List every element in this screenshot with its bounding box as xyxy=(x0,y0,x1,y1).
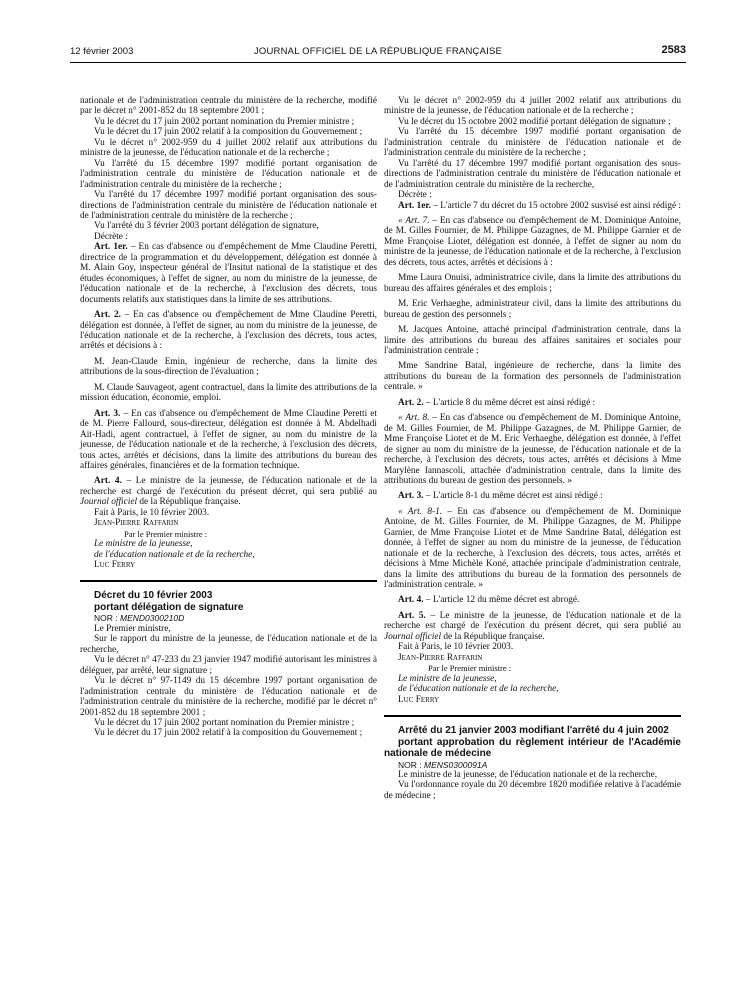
paragraph: Vu l'arrêté du 15 décembre 1997 modifié portant organisation de l'administration centrale du ministère de l'éducation nationale et de l'administration centrale du ministère de la recherche ; xyxy=(384,127,681,159)
nor-reference xyxy=(80,613,377,623)
article-text: – Le ministre de la jeunesse, de l'éducation nationale et de la recherche est chargé de l'exécution du présent décret, qui sera publié au xyxy=(80,476,377,497)
signatory: Jean-Pierre Raffarin xyxy=(94,518,179,529)
decrete-heading: Décrète : xyxy=(94,231,128,242)
minister-line: Le ministre de la jeunesse, xyxy=(94,539,193,550)
quoted-article xyxy=(384,507,681,591)
list-item: M. Jacques Antoine, attaché principal d'administration centrale, dans la limite des attributions du bureau des affaires sanitaires et sociales pour l'administration centrale ; xyxy=(384,325,681,356)
article-text: de la République française. xyxy=(137,497,241,508)
paragraph: Vu l'arrêté du 17 décembre 1997 modifié portant organisation des sous-directions de l'administration centrale du ministère de l'éducation nationale et de l'administration centrale du ministère de la recherche, xyxy=(384,158,681,190)
fait-a-paris: Fait à Paris, le 10 février 2003. xyxy=(398,642,514,653)
article-text: de la République française. xyxy=(441,631,545,642)
section-separator xyxy=(384,715,681,717)
quoted-article-label: « Art. 7. xyxy=(398,215,430,226)
article-3 xyxy=(80,409,377,472)
list-item: Mme Sandrine Batal, ingénieure de recherche, dans la limite des attributions du bureau de la formation des personnels de l'administration centrale. » xyxy=(384,361,681,393)
list-item: M. Eric Verhaeghe, administrateur civil, dans la limite des attributions du bureau de gestion des personnels ; xyxy=(384,299,681,320)
article-1 xyxy=(384,201,681,211)
article-4 xyxy=(384,595,681,605)
journal-officiel: Journal officiel xyxy=(80,497,138,508)
list-item: Mme Laura Onuisi, administratrice civile, dans la limite des attributions du bureau des affaires générales et des emplois ; xyxy=(384,273,681,294)
article-label: Art. 5. xyxy=(398,610,426,621)
article-label: Art. 1er. xyxy=(398,200,431,211)
paragraph: Vu le décret du 17 juin 2002 relatif à la composition du Gouvernement ; xyxy=(94,127,363,138)
article-label: Art. 3. xyxy=(94,408,121,419)
article-text: – L'article 12 du même décret est abrogé. xyxy=(423,595,580,606)
article-text: – L'article 7 du décret du 15 octobre 2002 susvisé est ainsi rédigé : xyxy=(430,200,682,211)
quoted-article-label: « Art. 8-1. xyxy=(398,506,443,517)
article-text: – L'article 8 du même décret est ainsi rédigé : xyxy=(423,397,596,408)
paragraph: Vu l'arrêté du 3 février 2003 portant délégation de signature, xyxy=(94,221,319,232)
minister-signatory: Luc Ferry xyxy=(398,694,440,705)
article-label: Art. 2. xyxy=(94,310,121,321)
paragraph: Vu le décret n° 47-233 du 23 janvier 1947 modifié autorisant les ministres à déléguer, par arrêté, leur signature ; xyxy=(80,655,377,676)
header-page-number: 2583 xyxy=(661,44,686,56)
article-3 xyxy=(384,491,681,501)
article-text: – L'article 8-1 du même décret est ainsi rédigé : xyxy=(423,491,603,502)
quoted-article xyxy=(384,216,681,268)
article-label: Art. 4. xyxy=(398,595,424,606)
article-5 xyxy=(384,611,681,642)
nor-code: MENS0300091A xyxy=(423,759,488,770)
minister-line: Le ministre de la jeunesse, xyxy=(398,673,497,684)
article-text: – En cas d'absence ou d'empêchement de M. Dominique Antoine, de M. Gilles Fournier, de M. Philippe Gazagnes, de M. Philippe Garnier et de Mme Françoise Liotet, délégation est donnée, à l'effet de signer au nom du ministre de la jeunesse, de l'éducation nationale et de la recherche, à l'exclusion des décrets, tous actes, arrêtés et décisions à : xyxy=(384,215,681,268)
article-text: – Le ministre de la jeunesse, de l'éducation nationale et de la recherche est chargé de l'exécution du présent décret, qui sera publié au xyxy=(384,610,681,632)
paragraph: Vu le décret du 17 juin 2002 portant nomination du Premier ministre ; xyxy=(94,116,355,127)
decree-title: Décret du 10 février 2003 xyxy=(94,590,213,602)
decrete-heading: Décrète : xyxy=(398,190,432,201)
article-2 xyxy=(80,310,377,352)
paragraph: nationale et de l'administration centrale du ministère de la recherche, modifié par le décret n° 2001-852 du 18 septembre 2001 ; xyxy=(80,96,377,117)
minister-line: de l'éducation nationale et de la recherche, xyxy=(398,684,559,695)
arrete-title: Arrêté du 21 janvier 2003 modifiant l'arrêté du 4 juin 2002 xyxy=(398,725,669,737)
article-text: – En cas d'absence ou d'empêchement de Mme Claudine Peretti et de M. Pierre Fallourd, sous-directeur, délégation est donnée à M. Abdelhadi Ait-Hadi, agent contractuel, à l'effet de signer, au nom du ministre de la jeunesse, de l'éducation nationale et de la recherche, à l'exclusion des décrets, tous actes, arrêtés et décisions, dans la limite des attributions du bureau des affaires générales, financières et de la formation technique. xyxy=(80,408,378,471)
premier-ministre-line: Par le Premier ministre : xyxy=(428,663,512,674)
premier-ministre-line: Par le Premier ministre : xyxy=(124,528,208,539)
article-text: – En cas d'absence ou d'empêchement de Mme Claudine Peretti, directrice de la programmation et du développement, délégation est donnée à M. Alain Goy, inspecteur général de l'Insitut national de la statistique et des études économiques, à l'effet de signer, au nom du ministre de la jeunesse, de l'éducation nationale et de la recherche, à l'exclusion des décrets, tous documents relatifs aux statistiques dans la limite de ses attributions. xyxy=(80,242,377,305)
nor-label: NOR : xyxy=(94,613,120,624)
signatory: Jean-Pierre Raffarin xyxy=(398,652,483,663)
article-text: – En cas d'absence ou d'empêchement de Mme Claudine Peretti, délégation est donnée, à l'effet de signer, au nom du ministre de la jeunesse, de l'éducation nationale et de la recherche, à l'exclusion des décrets, tous actes, arrêtés et décisions à : xyxy=(80,310,377,352)
decree-subtitle: portant délégation de signature xyxy=(94,601,244,613)
paragraph: Vu le décret n° 97-1149 du 15 décembre 1997 portant organisation de l'administration centrale du ministère de l'éducation nationale et de l'administration centrale du ministère de la recherche, modifié par le décret n° 2001-852 du 18 septembre 2001 ; xyxy=(80,676,377,718)
article-text: – En cas d'absence ou d'empêchement de M. Dominique Antoine, de M. Gilles Fournier, de M. Philippe Gazagnes, de M. Philippe Garnier, de Mme Françoise Liotet et de M. Eric Verhaeghe, délégation est donnée, à l'effet de signer au nom du ministre de la jeunesse, de l'éducation nationale et de la recherche, à l'exclusion des décrets, tous actes, arrêtés et décisions à Mme Marylène Iannascoli, attachée d'administration centrale, dans la limite des attributions du bureau de gestion des personnels. » xyxy=(384,413,681,486)
paragraph: Le Premier ministre, xyxy=(94,623,171,634)
nor-reference xyxy=(384,760,681,770)
paragraph: Sur le rapport du ministre de la jeunesse, de l'éducation nationale et de la recherche, xyxy=(80,634,377,655)
right-column xyxy=(384,96,681,801)
header-journal-title: JOURNAL OFFICIEL DE LA RÉPUBLIQUE FRANÇAISE xyxy=(253,46,503,57)
header-date: 12 février 2003 xyxy=(70,46,134,57)
fait-a-paris: Fait à Paris, le 10 février 2003. xyxy=(94,507,210,518)
journal-officiel: Journal officiel xyxy=(384,631,442,642)
paragraph: Vu l'arrêté du 17 décembre 1997 modifié portant organisation des sous-directions de l'administration centrale du ministère de l'éducation nationale et de l'administration centrale du ministère de la recherche ; xyxy=(80,190,377,221)
paragraph: Vu le décret du 17 juin 2002 portant nomination du Premier ministre ; xyxy=(94,718,355,729)
list-item: M. Jean-Claude Emin, ingénieur de recherche, dans la limite des attributions de la sous-direction de l'évaluation ; xyxy=(80,356,377,378)
paragraph: Le ministre de la jeunesse, de l'éducation nationale et de la recherche, xyxy=(398,769,658,780)
paragraph: Vu le décret du 15 octobre 2002 modifié portant délégation de signature ; xyxy=(398,116,671,127)
quoted-article xyxy=(384,413,681,486)
quoted-article-label: « Art. 8. xyxy=(398,413,430,424)
article-label: Art. 1er. xyxy=(94,242,128,253)
page-header xyxy=(70,42,686,58)
article-4 xyxy=(80,476,377,507)
paragraph: Vu le décret n° 2002-959 du 4 juillet 2002 relatif aux attributions du ministre de la jeunesse, de l'éducation nationale et de la recherche ; xyxy=(384,96,681,117)
paragraph: Vu l'ordonnance royale du 20 décembre 1820 modifiée relative à l'académie de médecine ; xyxy=(384,780,681,801)
paragraph: Vu le décret du 17 juin 2002 relatif à la composition du Gouvernement ; xyxy=(94,728,363,739)
left-column xyxy=(80,96,377,739)
article-1 xyxy=(80,242,377,305)
minister-line: de l'éducation nationale et de la recherche, xyxy=(94,549,255,560)
section-separator xyxy=(80,580,377,582)
article-label: Art. 3. xyxy=(398,491,424,502)
paragraph: Vu l'arrêté du 15 décembre 1997 modifié portant organisation de l'administration centrale du ministère de l'éducation nationale et de l'administration centrale du ministère de la recherche ; xyxy=(80,158,377,190)
arrete-subtitle: portant approbation du règlement intérieur de l'Académie nationale de médecine xyxy=(384,736,681,760)
nor-label: NOR : xyxy=(398,759,424,770)
article-label: Art. 4. xyxy=(94,476,122,487)
minister-signatory: Luc Ferry xyxy=(94,560,136,571)
article-label: Art. 2. xyxy=(398,397,424,408)
article-2 xyxy=(384,398,681,408)
list-item: M. Claude Sauvageot, agent contractuel, dans la limite des attributions de la mission éducation, économie, emploi. xyxy=(80,382,377,404)
paragraph: Vu le décret n° 2002-959 du 4 juillet 2002 relatif aux attributions du ministre de la jeunesse, de l'éducation nationale et de la recherche ; xyxy=(80,137,377,159)
nor-code: MEND0300210D xyxy=(119,613,185,624)
header-rule xyxy=(70,62,686,63)
article-text: – En cas d'absence ou d'empêchement de M. Dominique Antoine, de M. Gilles Fournier, de M. Philippe Gazagnes, de M. Philippe Garnier, de Mme Françoise Liotet et de Mme Sandrine Batal, délégation est donnée, à l'effet de signer au nom du ministre de la jeunesse, de l'éducation nationale et de la recherche, à l'exclusion des décrets, tous actes, arrêtés et décisions à Mme Michèle Koné, attachée principale d'administration centrale, dans la limite des attributions du bureau de la formation des personnels de l'administration centrale. » xyxy=(384,506,681,591)
